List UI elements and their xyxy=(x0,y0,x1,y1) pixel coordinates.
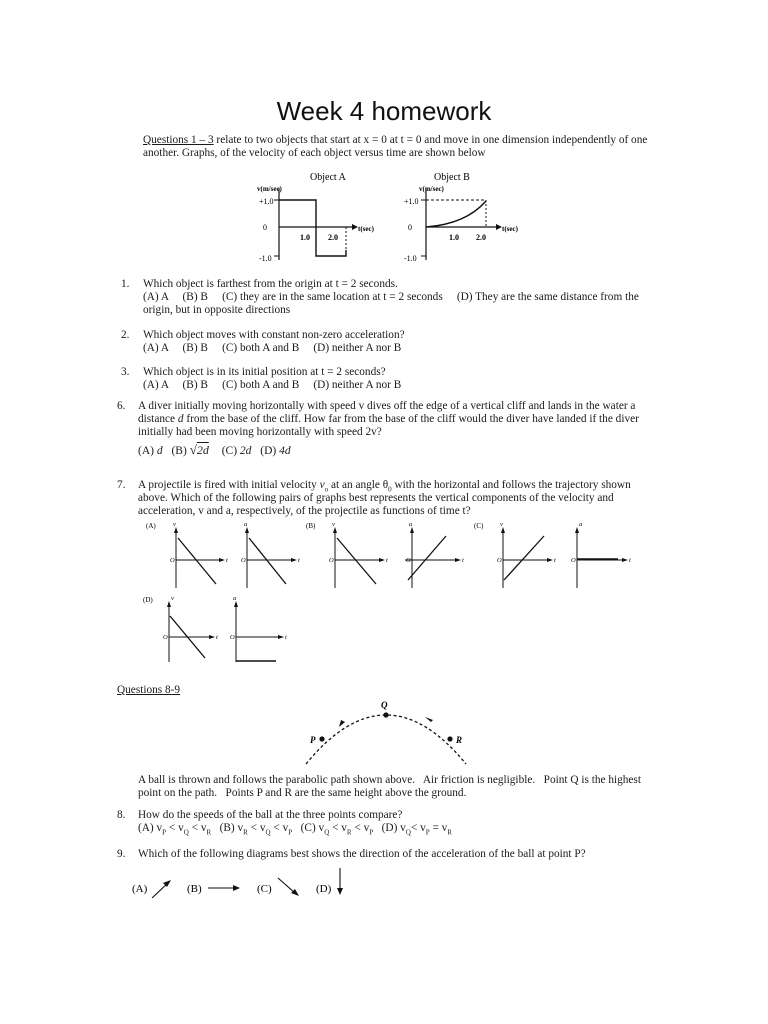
q6-opt-d-val: 4d xyxy=(279,445,291,457)
q7-d-v-origin: O xyxy=(163,634,168,641)
q2-options: (A) A (B) B (C) both A and B (D) neither A nor B xyxy=(143,342,402,354)
q9-text: Which of the following diagrams best shows the direction of the acceleration of the ball at point P? xyxy=(138,848,586,860)
q6-line-2-pre: distance xyxy=(138,413,178,425)
object-a-ytop: +1.0 xyxy=(259,197,274,206)
q7-c-a-axis: a xyxy=(579,521,583,528)
object-a-curve xyxy=(279,200,346,256)
q7-line-1-mid: at an angle θ xyxy=(328,479,389,491)
q8-opt-d: (D) $v_Q< v_P = v_R$ xyxy=(381,822,452,837)
q7-graph-a-v xyxy=(170,521,228,588)
point-p-dot xyxy=(319,736,324,741)
q8-opt-b: (B) $v_R < v_Q < v_P$ xyxy=(219,822,293,837)
q3-text: Which object is in its initial position at t = 2 seconds? xyxy=(143,366,386,378)
q7-d-a-axis: a xyxy=(233,595,237,602)
q2-text: Which object moves with constant non-zero acceleration? xyxy=(143,329,405,341)
q9-opt-c-label: (C) xyxy=(257,883,272,895)
page-title: Week 4 homework xyxy=(276,96,492,126)
q7-c-v-t: t xyxy=(554,557,556,564)
velocity-graphs xyxy=(0,168,768,288)
q6-line-3: initially had been moving horizontally with speed 2v? xyxy=(138,426,382,438)
q7-a-v-t: t xyxy=(226,557,228,564)
object-a-ybot: -1.0 xyxy=(259,254,272,263)
q7-graph-c-v xyxy=(497,521,556,588)
object-b-ybot: -1.0 xyxy=(404,254,417,263)
q6-opt-c: (C) xyxy=(221,445,240,457)
q7-b-a-t: t xyxy=(462,557,464,564)
q6-opt-a: (A) xyxy=(138,445,157,457)
q9-opt-b-label: (B) xyxy=(187,883,202,895)
object-a-tick-1: 1.0 xyxy=(300,233,310,242)
q7-a-a-t: t xyxy=(298,557,300,564)
intro-line-2: another. Graphs, of the velocity of each object versus time are shown below xyxy=(143,147,486,159)
arrow-down-right-icon xyxy=(278,878,295,893)
q7-label-c: (C) xyxy=(474,522,484,530)
trajectory-arrow-right xyxy=(425,717,433,722)
graph-object-b xyxy=(404,172,519,263)
q1-number: 1. xyxy=(121,278,130,290)
q6-opt-a-val: d xyxy=(156,445,163,457)
parabola-diagram xyxy=(0,694,768,769)
q8-opt-a: (A) $v_P < v_Q < v_R$ xyxy=(138,822,212,837)
object-b-ytop: +1.0 xyxy=(404,197,419,206)
q8-text: How do the speeds of the ball at the three points compare? xyxy=(138,809,403,821)
q7-c-a-origin: O xyxy=(571,557,576,564)
q7-b-v-axis: v xyxy=(332,521,335,528)
q6-opt-b: (B) xyxy=(171,445,190,457)
q6-line-2 xyxy=(138,413,639,427)
q7-line-1-pre: A projectile is fired with initial velocity xyxy=(138,479,320,491)
q6-number: 6. xyxy=(117,400,126,412)
q7-a-a-origin: O xyxy=(241,557,246,564)
object-b-ylabel: v(m/sec) xyxy=(419,185,444,193)
q3-options: (A) A (B) B (C) both A and B (D) neither A nor B xyxy=(143,379,402,391)
q9-number: 9. xyxy=(117,848,126,860)
q6-options xyxy=(138,443,291,459)
point-r-dot xyxy=(447,736,452,741)
object-a-ylabel: v(m/sec) xyxy=(257,185,282,193)
q7-a-v-origin: O xyxy=(170,557,175,564)
q7-line-3: acceleration, v and a, respectively, of the projectile as functions of time t? xyxy=(138,505,471,517)
object-b-tick-2: 2.0 xyxy=(476,233,486,242)
q1-text: Which object is farthest from the origin at t = 2 seconds. xyxy=(143,278,398,290)
q8-opt-c: (C) $v_Q < v_R < v_P$ xyxy=(300,822,374,837)
q6-line-1: A diver initially moving horizontally with speed v dives off the edge of a vertical cliff and lands in the water a xyxy=(138,400,636,412)
object-b-yzero: 0 xyxy=(408,223,412,232)
q7-graph-b-a xyxy=(405,521,464,588)
q7-sub-0: 0 xyxy=(388,485,392,494)
q7-c-v-axis: v xyxy=(500,521,503,528)
q3-number: 3. xyxy=(121,366,130,378)
q9-options xyxy=(0,868,768,908)
q7-b-a-origin: O xyxy=(406,557,411,564)
intro-line-1 xyxy=(143,134,647,148)
q7-label-d: (D) xyxy=(143,596,153,604)
object-b-title: Object B xyxy=(434,172,470,183)
q7-b-v-t: t xyxy=(386,557,388,564)
trajectory-arrow-left xyxy=(339,720,345,727)
object-a-xlabel: t(sec) xyxy=(358,225,374,233)
q7-d-v-t: t xyxy=(216,634,218,641)
q7-graph-b-v xyxy=(329,521,388,588)
q7-label-a: (A) xyxy=(146,522,156,530)
q7-number: 7. xyxy=(117,479,126,491)
q9-opt-d-label: (D) xyxy=(316,883,332,895)
q2-number: 2. xyxy=(121,329,130,341)
q9-opt-a-label: (A) xyxy=(132,883,148,895)
q7-b-a-axis: a xyxy=(409,521,413,528)
q7-b-v-origin: O xyxy=(329,557,334,564)
q7-graph-d-a xyxy=(230,595,287,662)
label-p: P xyxy=(310,735,316,745)
label-q: Q xyxy=(381,700,388,710)
q7-sub-o: o xyxy=(324,485,329,494)
q8-options xyxy=(138,822,452,840)
trajectory-path xyxy=(306,715,466,764)
object-b-curve xyxy=(426,201,486,227)
intro-lead: Questions 1 – 3 xyxy=(143,134,214,146)
q7-graphs xyxy=(0,518,768,668)
q6-opt-c-val: 2d xyxy=(239,445,252,457)
q7-graph-c-a xyxy=(571,521,631,588)
q89-desc-1: A ball is thrown and follows the parabolic path shown above. Air friction is negligible. Point Q is the highest xyxy=(138,774,641,786)
q7-label-b: (B) xyxy=(306,522,316,530)
object-a-title: Object A xyxy=(310,172,346,183)
q7-d-a-t: t xyxy=(285,634,287,641)
q8-number: 8. xyxy=(117,809,126,821)
q7-c-a-t: t xyxy=(629,557,631,564)
q89-heading: Questions 8-9 xyxy=(117,684,181,696)
q6-var-d: d xyxy=(177,413,184,425)
q6-opt-d: (D) xyxy=(260,445,280,457)
q7-c-v-origin: O xyxy=(497,557,502,564)
intro-line-1-rest: relate to two objects that start at x = 0 at t = 0 and move in one dimension independently of one xyxy=(213,134,648,146)
q7-a-a-axis: a xyxy=(244,521,248,528)
label-r: R xyxy=(456,735,463,745)
object-a-yzero: 0 xyxy=(263,223,267,232)
q7-a-v-axis: v xyxy=(173,521,176,528)
graph-object-a xyxy=(257,172,375,263)
point-q-dot xyxy=(383,712,388,717)
object-a-tick-2: 2.0 xyxy=(328,233,338,242)
q7-d-a-origin: O xyxy=(230,634,235,641)
q6-opt-b-val: 2d xyxy=(196,443,209,457)
q7-graph-a-a xyxy=(241,521,300,588)
q7-graph-d-v xyxy=(163,595,218,662)
q7-d-v-axis: v xyxy=(171,595,174,602)
object-b-tick-1: 1.0 xyxy=(449,233,459,242)
sqrt-symbol: √ xyxy=(189,442,197,457)
q7-line-1-post: with the horizontal and follows the trajectory shown xyxy=(391,479,631,491)
q7-var-v: v xyxy=(319,479,325,491)
q6-line-2-post: from the base of the cliff. How far from the base of the cliff would the diver have landed if the diver xyxy=(183,413,639,425)
q7-line-2: above. Which of the following pairs of graphs best represents the vertical components of the velocity and xyxy=(138,492,614,504)
q89-desc-2: point on the path. Points P and R are the same height above the ground. xyxy=(138,787,467,799)
q1-options-cont: origin, but in opposite directions xyxy=(143,304,291,316)
q1-options: (A) A (B) B (C) they are in the same location at t = 2 seconds (D) They are the same distance from the xyxy=(143,291,639,303)
object-b-xlabel: t(sec) xyxy=(502,225,518,233)
